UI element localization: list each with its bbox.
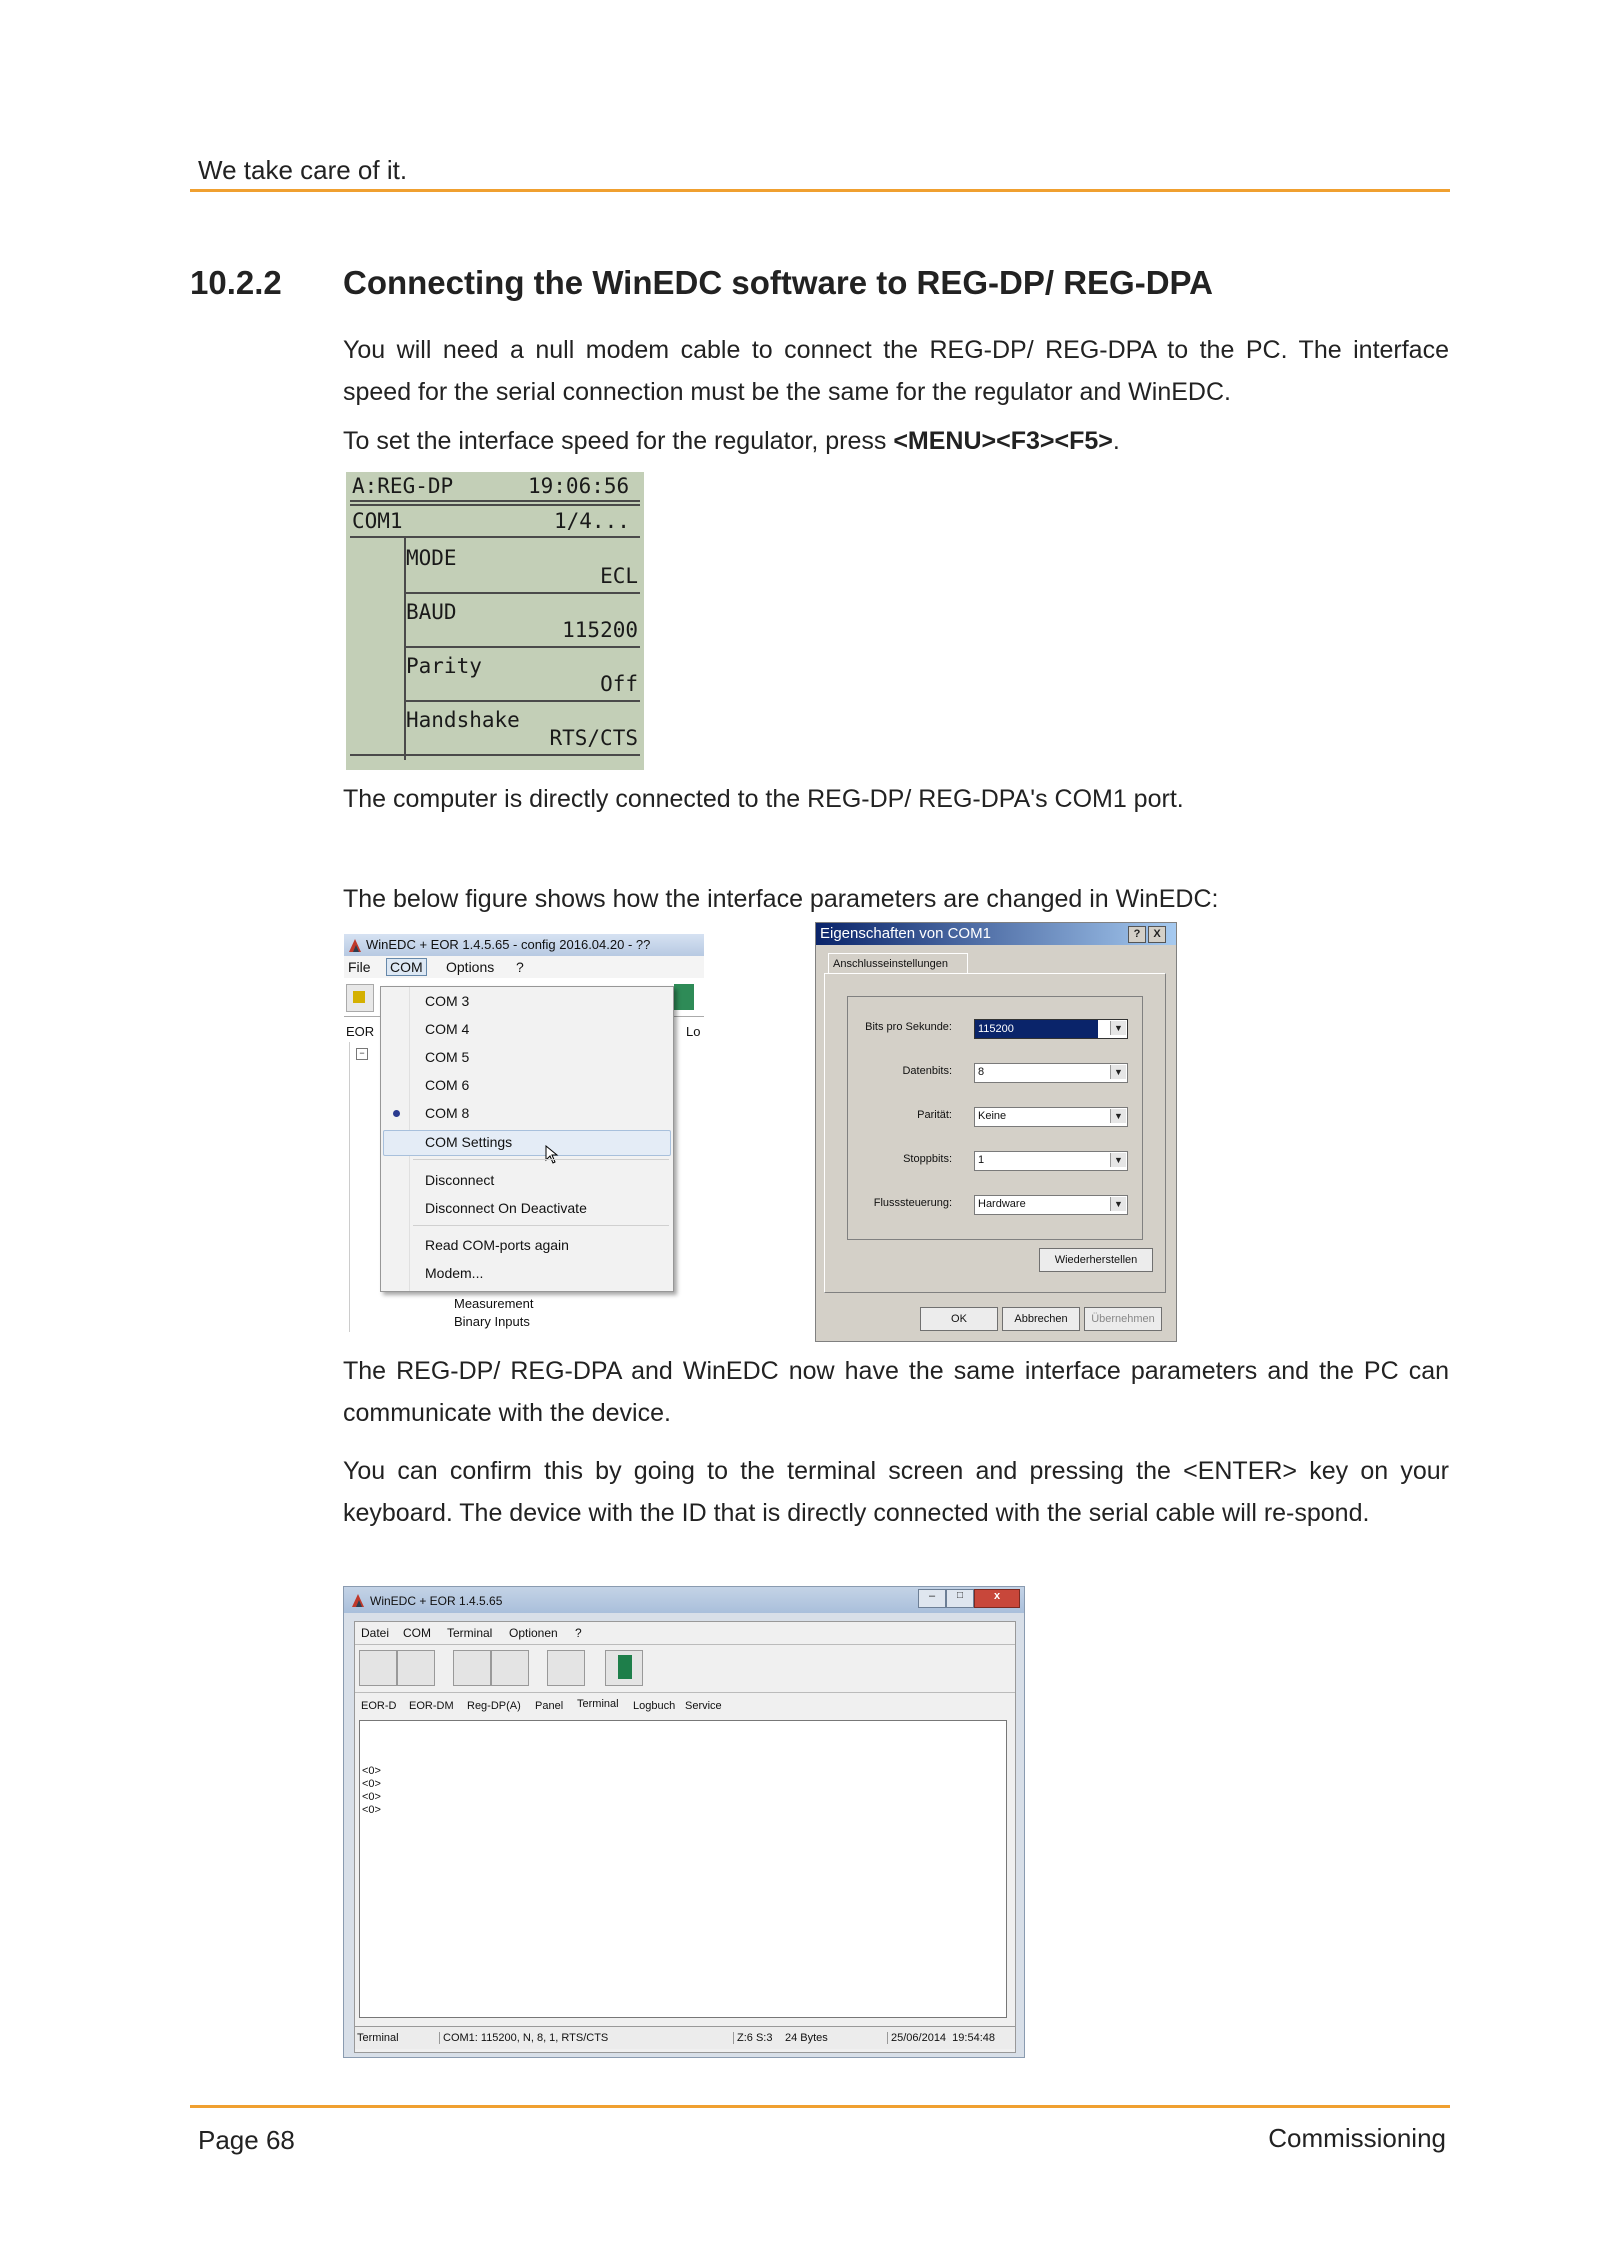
dropdown-arrow-icon[interactable]: ▼: [1110, 1021, 1126, 1035]
menu-terminal[interactable]: Terminal: [447, 1626, 493, 1640]
status-mode: Terminal: [357, 2032, 399, 2044]
tree-item-measurement[interactable]: Measurement: [454, 1296, 534, 1311]
terminal-line: <0>: [362, 1791, 381, 1803]
window-title: WinEDC + EOR 1.4.5.65 - config 2016.04.20 - ??: [366, 937, 651, 952]
menu-item-com8[interactable]: COM 8: [425, 1105, 470, 1121]
lcd-port: COM1: [352, 509, 403, 533]
title-bar: [344, 934, 704, 956]
open-file-icon[interactable]: [453, 1650, 491, 1686]
tab-terminal[interactable]: Terminal: [577, 1698, 619, 1710]
lcd-time: 19:06:56: [528, 474, 630, 498]
data-bits-value: 8: [978, 1066, 985, 1078]
lcd-row-value: RTS/CTS: [549, 726, 638, 750]
data-bits-select[interactable]: [974, 1063, 1128, 1083]
menu-item-com6[interactable]: COM 6: [425, 1077, 470, 1093]
lcd-row-label: BAUD: [406, 600, 457, 624]
field-label-stop-bits: Stoppbits:: [903, 1153, 952, 1165]
minimize-icon[interactable]: –: [918, 1589, 946, 1608]
lcd-page: 1/4...: [554, 509, 630, 533]
menu-item-com5[interactable]: COM 5: [425, 1049, 470, 1065]
footer-page-number: Page 68: [198, 2125, 295, 2155]
status-bytes: 24 Bytes: [785, 2032, 828, 2044]
lcd-divider: [404, 700, 640, 702]
lcd-title: A:REG-DP: [352, 474, 454, 498]
menu-item-disconnect-on-deactivate[interactable]: Disconnect On Deactivate: [425, 1200, 587, 1216]
paragraph-2-text: To set the interface speed for the regulator, press: [343, 427, 894, 455]
edit-icon[interactable]: [491, 1650, 529, 1686]
bits-per-second-select[interactable]: [974, 1019, 1128, 1039]
tab-port-settings-label: Anschlusseinstellungen: [833, 958, 948, 970]
radio-selected-icon: [393, 1110, 400, 1117]
com-dropdown-menu: [380, 986, 674, 1292]
dropdown-arrow-icon[interactable]: ▼: [1110, 1065, 1126, 1079]
disconnect-icon[interactable]: [397, 1650, 435, 1686]
tab-eor-label[interactable]: EOR: [346, 1024, 375, 1039]
tab-service[interactable]: Service: [685, 1700, 722, 1712]
tree-collapse-icon[interactable]: −: [356, 1048, 368, 1060]
menu-com[interactable]: COM: [386, 958, 427, 976]
menu-item-com-settings[interactable]: COM Settings: [425, 1134, 513, 1150]
lcd-divider: [404, 646, 640, 648]
menu-help[interactable]: ?: [575, 1626, 582, 1640]
terminal-line: <0>: [362, 1804, 381, 1816]
field-label-bits-per-second: Bits pro Sekunde:: [865, 1021, 952, 1033]
field-label-parity: Parität:: [917, 1109, 952, 1121]
status-timestamp: 25/06/2014 19:54:48: [887, 2032, 995, 2044]
menu-options[interactable]: Options: [446, 959, 495, 975]
terminal-client-area: [354, 1621, 1016, 2053]
terminal-line: <0>: [362, 1765, 381, 1777]
toolbar-button[interactable]: [346, 984, 374, 1012]
paragraph-2: [343, 420, 1449, 462]
lcd-row-value: Off: [600, 672, 638, 696]
menu-item-disconnect[interactable]: Disconnect: [425, 1172, 495, 1188]
dropdown-arrow-icon[interactable]: ▼: [1110, 1197, 1126, 1211]
mouse-cursor-icon: [545, 1145, 559, 1165]
settings-groupbox: [847, 996, 1143, 1240]
section-title: Connecting the WinEDC software to REG-DP/ REG-DPA: [343, 264, 1213, 301]
exit-icon[interactable]: [674, 984, 694, 1010]
maximize-icon[interactable]: □: [946, 1589, 974, 1608]
status-connection: COM1: 115200, N, 8, 1, RTS/CTS: [439, 2032, 608, 2044]
app-logo-icon: [347, 937, 363, 953]
menu-item-com3[interactable]: COM 3: [425, 993, 470, 1009]
paragraph-3: The computer is directly connected to the REG-DP/ REG-DPA's COM1 port.: [343, 785, 1184, 813]
footer-rule: [190, 2105, 1450, 2108]
exit-icon[interactable]: [605, 1650, 643, 1686]
menu-item-com4[interactable]: COM 4: [425, 1021, 470, 1037]
dropdown-arrow-icon[interactable]: ▼: [1110, 1153, 1126, 1167]
stop-bits-value: 1: [978, 1154, 985, 1166]
flow-control-select[interactable]: [974, 1195, 1128, 1215]
terminal-title-bar: [344, 1587, 1024, 1613]
parity-value: Keine: [978, 1110, 1007, 1122]
lcd-row-label: Handshake: [406, 708, 520, 732]
cancel-button[interactable]: Abbrechen: [1002, 1307, 1080, 1331]
dialog-title: Eigenschaften von COM1: [820, 925, 991, 942]
menu-help[interactable]: ?: [516, 959, 524, 975]
paragraph-4: The below figure shows how the interface parameters are changed in WinEDC:: [343, 885, 1219, 913]
key-sequence: <MENU><F3><F5>: [893, 427, 1113, 455]
paragraph-2-end: .: [1112, 427, 1120, 455]
lcd-row-label: Parity: [406, 654, 482, 678]
lcd-row-value: ECL: [600, 564, 638, 588]
menu-bar: [344, 956, 704, 978]
help-button[interactable]: ?: [1128, 926, 1146, 943]
bits-per-second-value: 115200: [975, 1020, 1098, 1038]
terminal-title: WinEDC + EOR 1.4.5.65: [370, 1594, 503, 1608]
header-tagline: We take care of it.: [198, 155, 408, 185]
menu-item-modem[interactable]: Modem...: [425, 1265, 484, 1281]
tab-eor-d[interactable]: EOR-D: [361, 1700, 397, 1712]
lcd-divider: [404, 592, 640, 594]
paragraph-5: The REG-DP/ REG-DPA and WinEDC now have the same interface parameters and the PC can communicate with the device.: [343, 1357, 1449, 1427]
tab-panel: [824, 973, 1166, 1293]
winedc-terminal-window: [343, 1586, 1025, 2058]
lcd-divider: [350, 500, 640, 502]
lcd-row-label: MODE: [406, 546, 457, 570]
winedc-com-menu-screenshot: [344, 934, 704, 1338]
apply-button[interactable]: Übernehmen: [1084, 1307, 1162, 1331]
status-counters: Z:6 S:3: [733, 2032, 772, 2044]
tree-item-binary-inputs[interactable]: Binary Inputs: [454, 1314, 530, 1329]
menu-optionen[interactable]: Optionen: [509, 1626, 558, 1640]
terminal-line: <0>: [362, 1778, 381, 1790]
header-rule: [190, 189, 1450, 192]
app-logo-icon: [350, 1592, 366, 1608]
tab-logbook-label[interactable]: Lo: [686, 1024, 701, 1039]
tab-panel[interactable]: Panel: [535, 1700, 564, 1712]
lcd-row-value: 115200: [562, 618, 638, 642]
close-icon[interactable]: x: [974, 1589, 1020, 1608]
folder-icon: [353, 991, 365, 1003]
dropdown-arrow-icon[interactable]: ▼: [1110, 1109, 1126, 1123]
tab-port-settings[interactable]: [828, 953, 968, 974]
footer-chapter: Commissioning: [1268, 2123, 1446, 2153]
close-button[interactable]: X: [1148, 926, 1166, 943]
toolbar-divider: [355, 1692, 1015, 1693]
menu-item-read-com-ports[interactable]: Read COM-ports again: [425, 1237, 569, 1253]
tree-line: [349, 1042, 350, 1332]
field-label-flow-control: Flusssteuerung:: [873, 1197, 952, 1209]
menu-file[interactable]: File: [348, 959, 371, 975]
status-bar: [355, 2026, 1015, 2049]
exit-door-icon: [618, 1655, 632, 1679]
menu-divider: [355, 1644, 1015, 1645]
com1-properties-dialog: [815, 922, 1177, 1342]
tab-logbuch[interactable]: Logbuch: [633, 1700, 676, 1712]
menu-separator: [413, 1159, 669, 1160]
paragraph-6: You can confirm this by going to the terminal screen and pressing the <ENTER> key on your keyboard. The device with the ID that is directly connected with the serial cable will re-spond.: [343, 1457, 1449, 1527]
field-label-data-bits: Datenbits:: [902, 1065, 952, 1077]
terminal-output[interactable]: [359, 1720, 1007, 2018]
stop-bits-select[interactable]: [974, 1151, 1128, 1171]
print-icon[interactable]: [547, 1650, 585, 1686]
menu-separator: [413, 1225, 669, 1226]
ok-button[interactable]: OK: [920, 1307, 998, 1331]
menu-com[interactable]: COM: [403, 1626, 431, 1640]
paragraph-1: You will need a null modem cable to connect the REG-DP/ REG-DPA to the PC. The interface speed for the serial connection must be the same for the regulator and WinEDC.: [343, 336, 1449, 406]
menu-datei[interactable]: Datei: [361, 1626, 390, 1640]
dialog-title-bar: [816, 923, 1176, 945]
parity-select[interactable]: [974, 1107, 1128, 1127]
lcd-divider: [350, 504, 640, 506]
lcd-divider: [350, 536, 640, 538]
connect-icon[interactable]: [359, 1650, 397, 1686]
lcd-divider: [350, 754, 640, 756]
tab-eor-dm[interactable]: EOR-DM: [409, 1700, 454, 1712]
section-number: 10.2.2: [190, 264, 282, 301]
regulator-lcd-display: [346, 472, 644, 770]
restore-defaults-button[interactable]: Wiederherstellen: [1039, 1248, 1153, 1272]
flow-control-value: Hardware: [978, 1198, 1026, 1210]
tab-reg-dpa[interactable]: Reg-DP(A): [467, 1700, 521, 1712]
